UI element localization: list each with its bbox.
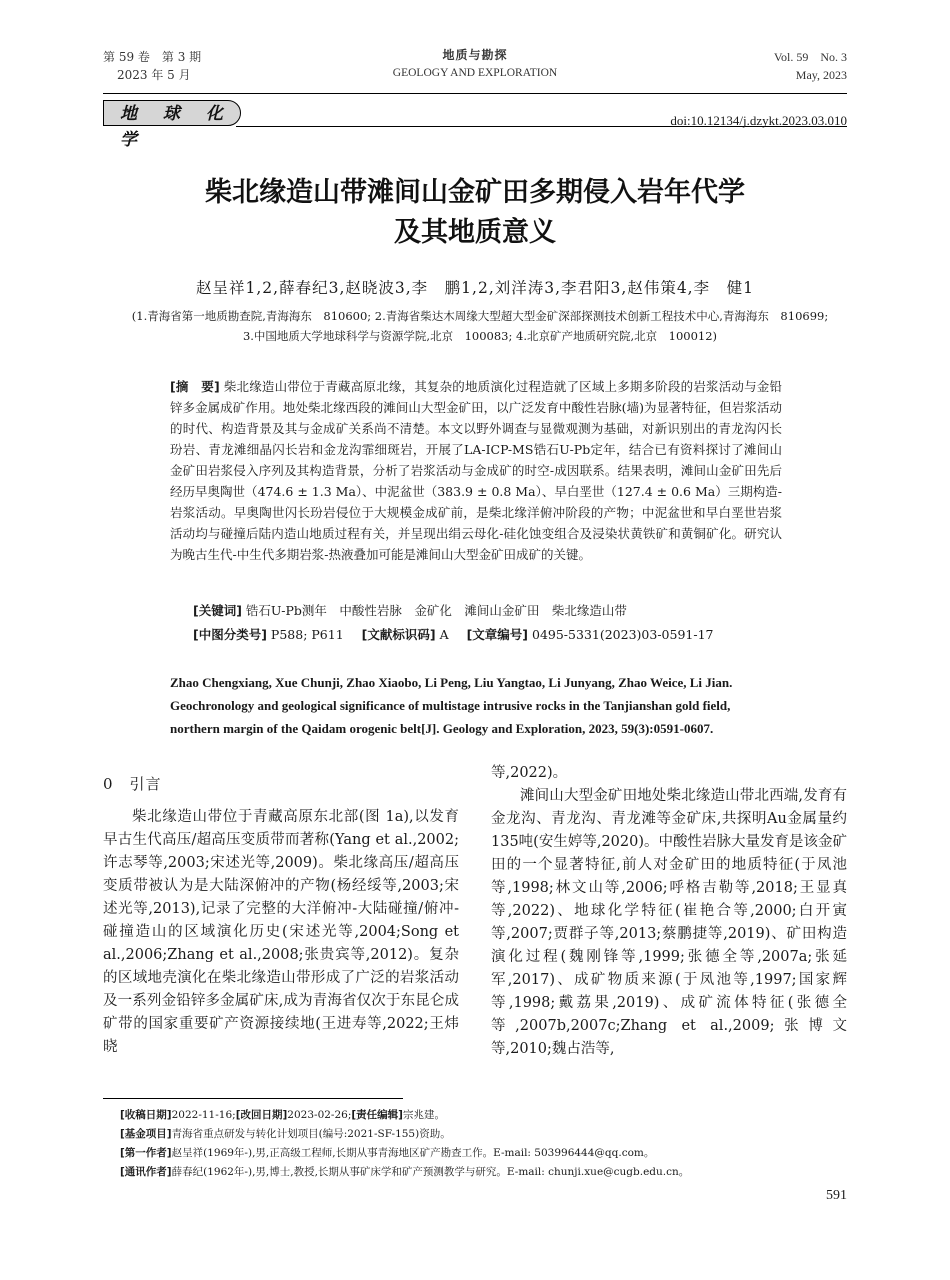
intro-heading: 0 引言: [103, 775, 162, 793]
title-line-1: 柴北缘造山带滩间山金矿田多期侵入岩年代学: [205, 177, 745, 208]
header-volume-en: [774, 48, 847, 84]
footnotes: [120, 1106, 840, 1182]
article-value: 0495-5331(2023)03-0591-17: [532, 627, 714, 642]
right-column: [491, 762, 847, 1061]
fund-label: [基金项目]: [120, 1128, 172, 1140]
doccode-value: A: [439, 627, 449, 642]
abstract-text: 柴北缘造山带位于青藏高原北缘，其复杂的地质演化过程造就了区域上多期多阶段的岩浆活动与金铅锌多金属成矿作用。地处柴北缘西段的滩间山大型金矿田，以广泛发育中酸性岩脉(墙)为显著特征，但岩浆活动的时代、构造背景及其与金成矿关系尚不清楚。本文以野外调查与显微观测为基础，对新识别出的青龙沟闪长玢岩、青龙滩细晶闪长岩和金龙沟霏细斑岩，开展了LA-ICP-MS锆石U-Pb定年，结合已有资料探讨了滩间山金矿田岩浆侵入序列及其构造背景，分析了岩浆活动与金成矿的时空-成因联系。结果表明，滩间山金矿田先后经历早奥陶世（474.6 ± 1.3 Ma）、中泥盆世（383.9 ± 0.8 Ma）、早白垩世（127.4 ± 0.6 Ma）三期构造-岩浆活动。早奥陶世闪长玢岩侵位于大规模金成矿前，是柴北缘洋俯冲阶段的产物；中泥盆世和早白垩世岩浆活动均与碰撞后陆内造山地质过程有关，并呈现出绢云母化-硅化蚀变组合及浸染状黄铁矿和黄铜矿化。研究认为晚古生代-中生代多期岩浆-热液叠加可能是滩间山大型金矿田成矿的关键。: [170, 379, 782, 562]
classification-line: [193, 625, 793, 645]
abstract-label: [摘 要]: [170, 379, 220, 394]
section-tag: 地 球 化 学: [103, 100, 241, 126]
title-line-2: 及其地质意义: [394, 217, 556, 248]
intro-paragraph-2: 滩间山大型金矿田地处柴北缘造山带北西端,发育有金龙沟、青龙沟、青龙滩等金矿床,共探明Au金属量约135吨(安生婷等,2020)。中酸性岩脉大量发育是该金矿田的一个显著特征,前人对金矿田的地质特征(于凤池等,1998;林文山等,2006;呼格吉勒等,2018;王显真等,2022)、地球化学特征(崔艳合等,2000;白开寅等,2007;贾群子等,2013;蔡鹏捷等,2019)、矿田构造演化过程(魏刚锋等,1999;张德全等,2007a;张延军,2017)、成矿物质来源(于凤池等,1997;国家辉等,1998;戴荔果,2019)、成矿流体特征(张德全等,2007b,2007c;Zhang et al.,2009;张博文等,2010;魏占浩等,: [491, 788, 847, 1057]
abstract: [170, 376, 782, 565]
footnote-first-author: [120, 1144, 840, 1163]
page-number: 591: [826, 1188, 847, 1203]
keywords-text: 锆石U-Pb测年 中酸性岩脉 金矿化 滩间山金矿田 柴北缘造山带: [245, 603, 627, 618]
english-citation: Zhao Chengxiang, Xue Chunji, Zhao Xiaobo, Li Peng, Liu Yangtao, Li Junyang, Zhao Weice, Li Jian. Geochronology and geological significance of multistage intrusive rocks in the Tanjianshan gold field, northern margin of the Qaidam orogenic belt[J]. Geology and Exploration, 2023, 59(3):0591-0607.: [170, 675, 733, 736]
authors: 赵呈祥1,2,薛春纪3,赵晓波3,李 鹏1,2,刘洋涛3,李君阳3,赵伟策4,李 健1: [196, 279, 754, 297]
corresponding-value: 薛春纪(1962年-),男,博士,教授,长期从事矿床学和矿产预测教学与研究。E-mail: chunji.xue@cugb.edu.cn。: [171, 1166, 690, 1178]
received-label: [收稿日期]: [120, 1109, 172, 1121]
first-author-label: [第一作者]: [120, 1147, 172, 1159]
footnote-corresponding: [120, 1163, 840, 1182]
intro-continuation: 等,2022)。: [491, 765, 568, 781]
paper-title: [103, 173, 847, 253]
clc-value: P588; P611: [270, 627, 344, 642]
keywords: [193, 601, 793, 621]
doi[interactable]: doi:10.12134/j.dzykt.2023.03.010: [670, 113, 847, 128]
clc-label: [中图分类号]: [193, 627, 267, 642]
revised-label: [改回日期]: [235, 1109, 288, 1121]
first-author-value: 赵呈祥(1969年-),男,正高级工程师,长期从事青海地区矿产勘查工作。E-mail: 503996444@qq.com。: [171, 1147, 655, 1159]
affiliations: (1.青海省第一地质勘查院,青海海东 810600; 2.青海省柴达木周缘大型超大型金矿深部探测技术创新工程技术中心,青海海东 810699; 3.中国地质大学地球科学与资源学院,北京 100083; 4.北京矿产地质研究院,北京 100012): [131, 309, 829, 343]
volume-issue-cn: 第 59 卷 第 3 期: [103, 50, 202, 64]
footnote-dates: [120, 1106, 840, 1125]
editor-label: [责任编辑]: [351, 1109, 403, 1121]
article-label: [文章编号]: [466, 627, 529, 642]
received-value: 2022-11-16;: [171, 1109, 236, 1121]
fund-value: 青海省重点研发与转化计划项目(编号:2021-SF-155)资助。: [171, 1128, 451, 1140]
volume-issue-en: Vol. 59 No. 3: [773, 50, 847, 64]
intro-paragraph-1: 柴北缘造山带位于青藏高原东北部(图 1a),以发育早古生代高压/超高压变质带而著称(Yang et al.,2002;许志琴等,2003;宋述光等,2009)。柴北缘高压/超高压变质带被认为是大陆深俯冲的产物(杨经绥等,2003;宋述光等,2013),记录了完整的大洋俯冲-大陆碰撞/俯冲-碰撞造山的区域演化历史(宋述光等,2004;Song et al.,2006;Zhang et al.,2008;张贵宾等,2012)。复杂的区域地壳演化在柴北缘造山带形成了广泛的岩浆活动及一系列金铅锌多金属矿床,成为青海省仅次于东昆仑成矿带的国家重要矿产资源接续地(王进寿等,2022;王炜晓: [103, 809, 459, 1055]
header-volume-cn: [103, 48, 201, 84]
journal-name-en: GEOLOGY AND EXPLORATION: [392, 67, 558, 79]
editor-value: 宗兆建。: [402, 1109, 445, 1121]
journal-name-cn: 地质与勘探: [442, 48, 508, 62]
revised-value: 2023-02-26;: [287, 1109, 352, 1121]
left-column: [103, 773, 459, 1059]
keywords-label: [关键词]: [193, 603, 242, 618]
date-en: May, 2023: [795, 68, 847, 82]
header-rule: [103, 93, 847, 94]
footnote-fund: [120, 1125, 840, 1144]
date-cn: 2023 年 5 月: [117, 68, 191, 82]
footnote-rule: [103, 1098, 403, 1099]
doccode-label: [文献标识码]: [361, 627, 436, 642]
corresponding-label: [通讯作者]: [120, 1166, 172, 1178]
header-journal: [325, 46, 625, 82]
